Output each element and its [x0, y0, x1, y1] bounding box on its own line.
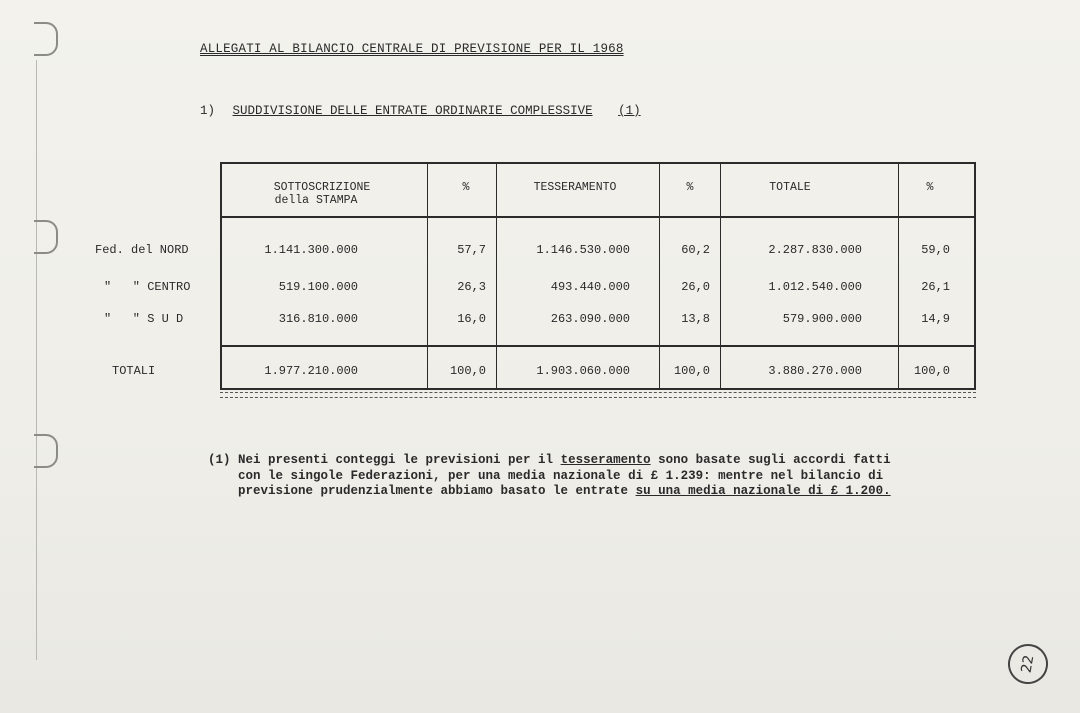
cell-percent: 16,0: [457, 312, 486, 326]
cell-tesseramento: 263.090.000: [550, 312, 630, 326]
cell-totale: 2.287.830.000: [768, 243, 862, 257]
footnote: [208, 453, 908, 500]
header-percent: %: [926, 181, 934, 194]
header-sottoscrizione-line1: SOTTOSCRIZIONE: [273, 181, 371, 194]
cell-percent: 26,0: [681, 280, 710, 294]
margin-rule: [36, 60, 37, 660]
cell-totale: 1.012.540.000: [768, 280, 862, 294]
row-label-sud: " " S U D: [104, 312, 184, 326]
cell-total-sottoscrizione: 1.977.210.000: [264, 364, 358, 378]
header-percent: %: [686, 181, 694, 194]
cell-total-percent: 100,0: [673, 364, 710, 378]
page-title: ALLEGATI AL BILANCIO CENTRALE DI PREVISIONE PER IL 1968: [200, 42, 624, 56]
cell-sottoscrizione: 519.100.000: [278, 280, 358, 294]
column-divider: [720, 164, 721, 388]
column-divider: [659, 164, 660, 388]
cell-percent: 26,3: [457, 280, 486, 294]
footnote-body: [238, 453, 908, 500]
table-double-underline: [220, 392, 976, 398]
header-sottoscrizione-line2: della STAMPA: [274, 194, 358, 207]
row-label-totali: TOTALI: [112, 364, 156, 378]
header-divider: [222, 216, 974, 218]
cell-sottoscrizione: 316.810.000: [278, 312, 358, 326]
binder-mark: [34, 22, 58, 56]
footnote-underlined-term: tesseramento: [560, 453, 651, 467]
header-tesseramento: TESSERAMENTO: [533, 181, 617, 194]
total-divider: [222, 345, 974, 347]
column-divider: [427, 164, 428, 388]
column-divider: [496, 164, 497, 388]
cell-percent: 14,9: [921, 312, 950, 326]
cell-percent: 57,7: [457, 243, 486, 257]
row-label-centro: " " CENTRO: [104, 280, 191, 294]
header-totale: TOTALE: [769, 181, 811, 194]
cell-total-percent: 100,0: [913, 364, 950, 378]
cell-percent: 60,2: [681, 243, 710, 257]
cell-percent: 13,8: [681, 312, 710, 326]
cell-sottoscrizione: 1.141.300.000: [264, 243, 358, 257]
cell-totale: 579.900.000: [782, 312, 862, 326]
row-label-nord: Fed. del NORD: [95, 243, 189, 257]
section-title: SUDDIVISIONE DELLE ENTRATE ORDINARIE COMPLESSIVE: [232, 104, 593, 118]
binder-ring: [34, 220, 58, 254]
cell-tesseramento: 1.146.530.000: [536, 243, 630, 257]
section-heading: [200, 104, 641, 118]
footnote-text: sono basate sugli accordi fatti con le singole Federazioni, per una media nazionale di £ 1.239: mentre nel bilancio di previsione prudenzialmente abbiamo basato le entrate: [238, 453, 891, 498]
page-number-stamp: 22: [1005, 641, 1051, 687]
cell-tesseramento: 493.440.000: [550, 280, 630, 294]
cell-total-percent: 100,0: [449, 364, 486, 378]
column-divider: [898, 164, 899, 388]
header-sottoscrizione: [232, 181, 412, 207]
footnote-underlined-phrase: su una media nazionale di £ 1.200.: [635, 484, 891, 498]
header-percent: %: [462, 181, 470, 194]
section-number: 1): [200, 104, 216, 118]
cell-percent: 59,0: [921, 243, 950, 257]
footnote-mark: (1): [208, 453, 231, 467]
cell-total-tesseramento: 1.903.060.000: [536, 364, 630, 378]
cell-percent: 26,1: [921, 280, 950, 294]
binder-ring: [34, 434, 58, 468]
section-note-ref: (1): [618, 104, 641, 118]
cell-total-totale: 3.880.270.000: [768, 364, 862, 378]
footnote-text: Nei presenti conteggi le previsioni per il: [238, 453, 561, 467]
